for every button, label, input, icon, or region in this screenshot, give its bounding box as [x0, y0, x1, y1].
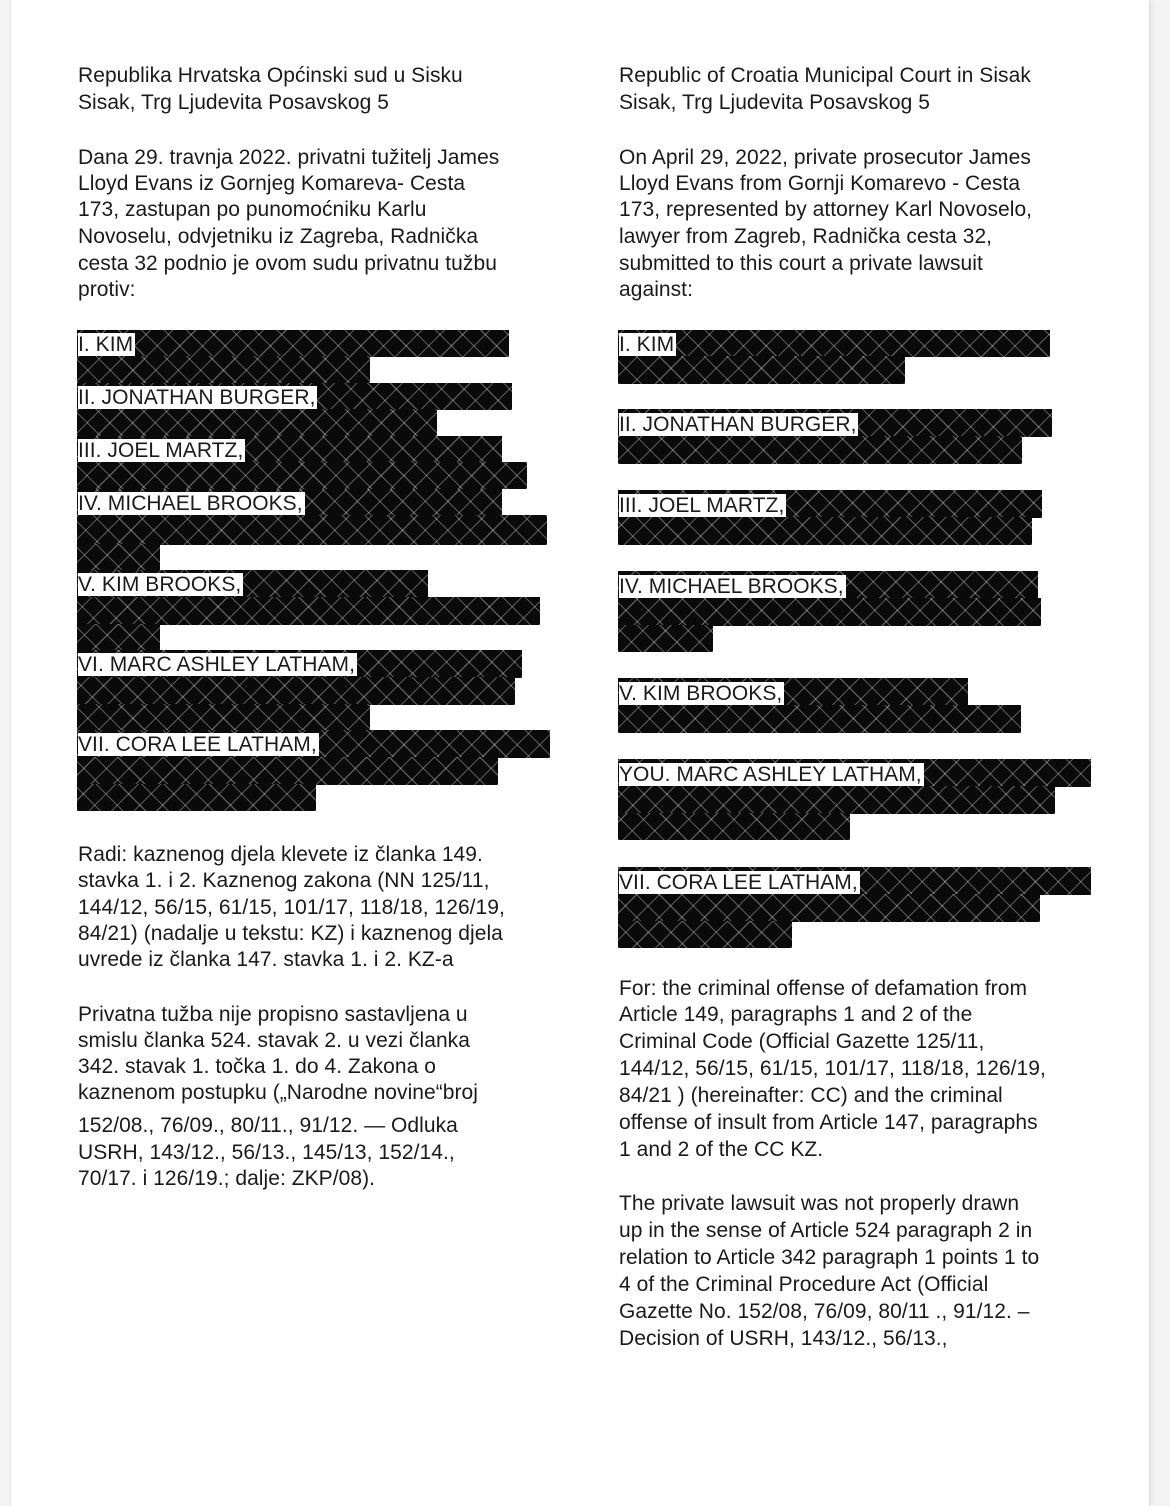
right-reason-line: Criminal Code (Official Gazette 125/11, — [619, 1030, 985, 1053]
right-intro-line: 173, represented by attorney Karl Novoselo, — [619, 198, 1033, 221]
left-conclusion-line: USRH, 143/12., 56/13., 145/13, 152/14., — [78, 1141, 455, 1164]
left-defendant: II. JONATHAN BURGER, — [78, 386, 316, 409]
right-conclusion-line: 4 of the Criminal Procedure Act (Official — [619, 1273, 989, 1296]
right-conclusion-line: up in the sense of Article 524 paragraph 2 in — [619, 1219, 1033, 1242]
right-intro-line: lawyer from Zagreb, Radnička cesta 32, — [619, 225, 993, 248]
left-reason-line: stavka 1. i 2. Kaznenog zakona (NN 125/11, — [78, 869, 490, 892]
right-header-line: Republic of Croatia Municipal Court in Sisak — [619, 64, 1031, 87]
redaction-block — [618, 921, 792, 948]
redaction-block — [618, 436, 1022, 464]
redaction-block — [77, 597, 540, 625]
right-reason-line: 1 and 2 of the CC KZ. — [619, 1138, 824, 1161]
redaction-block — [618, 330, 1050, 357]
redaction-block — [618, 625, 713, 652]
right-reason-line: For: the criminal offense of defamation from — [619, 977, 1027, 1000]
redaction-block — [77, 677, 515, 705]
redaction-block — [77, 624, 160, 651]
redaction-block — [77, 784, 316, 811]
left-conclusion-line: 70/17. i 126/19.; dalje: ZKP/08). — [78, 1167, 376, 1190]
left-reason-line: Radi: kaznenog djela klevete iz članka 149. — [78, 843, 483, 866]
left-header-line: Republika Hrvatska Općinski sud u Sisku — [78, 64, 463, 87]
right-defendant: I. KIM — [619, 333, 675, 356]
redaction-block — [618, 705, 1021, 733]
right-intro-line: submitted to this court a private lawsuit — [619, 252, 983, 275]
redaction-block — [77, 330, 509, 357]
right-reason-line: offense of insult from Article 147, paragraphs — [619, 1111, 1038, 1134]
right-reason-line: 84/21 ) (hereinafter: CC) and the criminal — [619, 1084, 1003, 1107]
right-defendant: II. JONATHAN BURGER, — [619, 413, 857, 436]
right-conclusion-line: The private lawsuit was not properly drawn — [619, 1192, 1020, 1215]
redaction-block — [77, 515, 547, 545]
right-conclusion-line: Gazette No. 152/08, 76/09, 80/11 ., 91/12. – — [619, 1300, 1030, 1323]
left-header-line: Sisak, Trg Ljudevita Posavskog 5 — [78, 91, 389, 114]
redaction-block — [618, 786, 1055, 814]
redaction-block — [618, 813, 850, 840]
left-intro-line: 173, zastupan po punomoćniku Karlu — [78, 198, 427, 221]
redaction-block — [618, 598, 1041, 626]
left-reason-line: 84/21) (nadalje u tekstu: KZ) i kaznenog djela — [78, 922, 503, 945]
right-header-line: Sisak, Trg Ljudevita Posavskog 5 — [619, 91, 930, 114]
left-intro-line: protiv: — [78, 278, 136, 301]
right-conclusion-line: Decision of USRH, 143/12., 56/13., — [619, 1327, 948, 1350]
left-conclusion-line: kaznenom postupku („Narodne novine“broj — [78, 1081, 479, 1104]
right-defendant: V. KIM BROOKS, — [619, 682, 783, 705]
redaction-block — [77, 544, 160, 571]
redaction-block — [77, 704, 370, 731]
redaction-block — [618, 356, 905, 384]
left-intro-line: Dana 29. travnja 2022. privatni tužitelj James — [78, 146, 500, 169]
left-defendant: VI. MARC ASHLEY LATHAM, — [78, 653, 355, 676]
left-defendant: I. KIM — [78, 333, 134, 356]
right-defendant: III. JOEL MARTZ, — [619, 494, 785, 517]
redaction-block — [77, 462, 527, 489]
left-defendant: III. JOEL MARTZ, — [78, 439, 244, 462]
right-defendant: YOU. MARC ASHLEY LATHAM, — [619, 763, 922, 786]
right-reason-line: 144/12, 56/15, 61/15, 101/17, 118/18, 126/19, — [619, 1057, 1046, 1080]
right-defendant: IV. MICHAEL BROOKS, — [619, 575, 844, 598]
right-reason-line: Article 149, paragraphs 1 and 2 of the — [619, 1003, 973, 1026]
redaction-block — [618, 894, 1040, 922]
left-conclusion-line: 342. stavak 1. točka 1. do 4. Zakona o — [78, 1055, 436, 1078]
left-conclusion-line: Privatna tužba nije propisno sastavljena u — [78, 1003, 468, 1026]
redaction-block — [618, 517, 1032, 545]
left-conclusion-line: 152/08., 76/09., 80/11., 91/12. — Odluka — [78, 1114, 458, 1137]
left-intro-line: Novoselu, odvjetniku iz Zagreba, Radnička — [78, 225, 479, 248]
left-defendant: IV. MICHAEL BROOKS, — [78, 492, 303, 515]
left-intro-line: Lloyd Evans iz Gornjeg Komareva- Cesta — [78, 172, 466, 195]
right-intro-line: Lloyd Evans from Gornji Komarevo - Cesta — [619, 172, 1021, 195]
left-intro-line: cesta 32 podnio je ovom sudu privatnu tužbu — [78, 252, 497, 275]
left-conclusion-line: smislu članka 524. stavak 2. u vezi članka — [78, 1029, 470, 1052]
right-intro-line: against: — [619, 278, 693, 301]
left-defendant: V. KIM BROOKS, — [78, 573, 242, 596]
document-page — [10, 0, 1150, 1506]
right-defendant: VII. CORA LEE LATHAM, — [619, 871, 858, 894]
left-reason-line: 144/12, 56/15, 61/15, 101/17, 118/18, 126/19, — [78, 896, 505, 919]
right-intro-line: On April 29, 2022, private prosecutor James — [619, 146, 1031, 169]
redaction-block — [77, 356, 370, 383]
right-conclusion-line: relation to Article 342 paragraph 1 points 1 to — [619, 1246, 1040, 1269]
redaction-block — [77, 409, 437, 436]
redaction-block — [77, 757, 498, 785]
left-defendant: VII. CORA LEE LATHAM, — [78, 733, 317, 756]
left-reason-line: uvrede iz članka 147. stavka 1. i 2. KZ-a — [78, 948, 454, 971]
